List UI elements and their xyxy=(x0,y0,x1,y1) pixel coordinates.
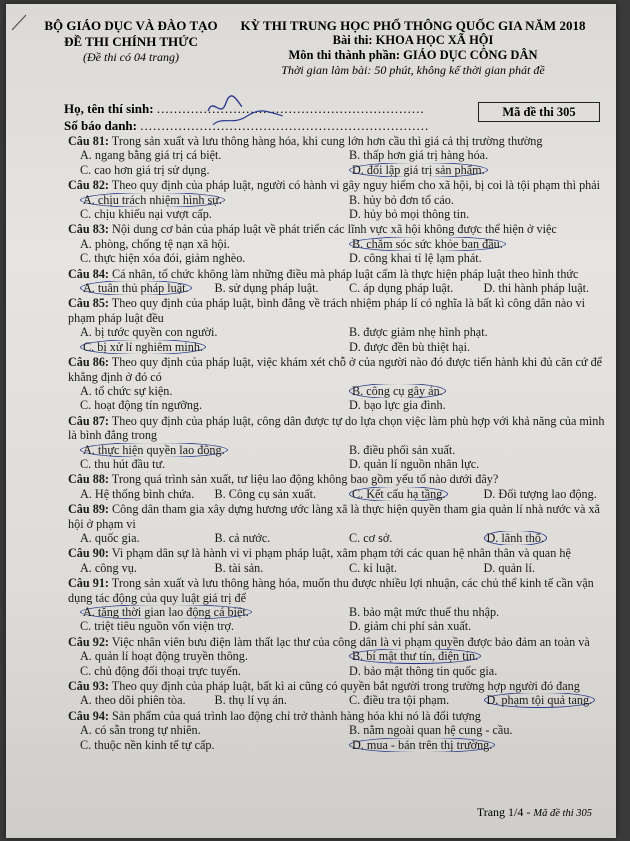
question-list xyxy=(68,134,606,753)
answer-option-text: B. được giảm nhẹ hình phạt. xyxy=(349,325,488,340)
answer-options xyxy=(68,723,606,752)
question-number: Câu 86: xyxy=(68,355,109,370)
answer-option-text: C. cao hơn giá trị sử dụng. xyxy=(80,162,210,177)
question-number: Câu 90: xyxy=(68,546,109,561)
answer-option[interactable] xyxy=(68,148,337,162)
question-item xyxy=(68,178,606,221)
question-stem: Nội dung cơ bản của pháp luật về phát triển các lĩnh vực xã hội không được thể hiện ở việc xyxy=(112,222,557,237)
answer-options xyxy=(68,148,606,177)
answer-option-text: B. nằm ngoài quan hệ cung - cầu. xyxy=(349,723,513,738)
answer-option[interactable] xyxy=(472,487,607,501)
question-number: Câu 81: xyxy=(68,134,109,148)
answer-option-text: C. điều tra tội phạm. xyxy=(349,693,450,708)
question-number: Câu 87: xyxy=(68,413,109,428)
answer-option[interactable] xyxy=(337,398,606,412)
answer-option[interactable] xyxy=(68,384,337,398)
question-stem: Vi phạm dân sự là hành vi vi phạm pháp luật, xâm phạm tới các quan hệ nhân thân và quan hệ xyxy=(111,546,571,561)
question-item xyxy=(68,546,606,575)
answer-option[interactable] xyxy=(68,693,203,707)
question-stem: Theo quy định của pháp luật, việc khám xét chỗ ở của người nào đó được tiến hành khi đủ căn cứ để khẳng định ở đó có xyxy=(68,355,603,384)
exam-header xyxy=(6,12,616,92)
exam-code-box: Mã đề thi 305 xyxy=(478,102,600,122)
answer-option-text: A. tuân thủ pháp luật. xyxy=(80,281,192,295)
answer-option[interactable] xyxy=(68,207,337,221)
time-note: Thời gian làm bài: 50 phút, không kể thời gian phát đề xyxy=(281,63,545,77)
answer-option[interactable] xyxy=(203,561,338,575)
answer-options xyxy=(68,487,606,501)
answer-option[interactable] xyxy=(337,251,606,265)
question-text xyxy=(68,709,606,723)
question-stem: Theo quy định của pháp luật, người có hành vi gây nguy hiểm cho xã hội, bị coi là tội phạm thì phải xyxy=(111,178,601,193)
answer-option[interactable] xyxy=(203,693,338,707)
answer-option[interactable] xyxy=(203,531,338,545)
answer-options xyxy=(68,443,606,472)
name-label: Họ, tên thí sinh: xyxy=(64,101,154,116)
answer-option-text: A. Hệ thống bình chứa. xyxy=(80,486,195,501)
name-field: ............................................................... xyxy=(156,101,425,116)
question-stem: Sản phẩm của quá trình lao động chỉ trở thành hàng hóa khi nó là đối tượng xyxy=(112,708,481,723)
question-text xyxy=(68,635,606,649)
answer-option-text: A. tăng thời gian lao động cá biệt. xyxy=(80,605,252,619)
answer-option[interactable] xyxy=(68,487,203,501)
exam-paper xyxy=(6,4,616,838)
question-number: Câu 91: xyxy=(68,576,109,591)
question-number: Câu 92: xyxy=(68,634,109,649)
answer-option-text: B. điều phối sản xuất. xyxy=(349,442,456,457)
id-label: Số báo danh: xyxy=(64,118,137,133)
answer-option[interactable] xyxy=(68,561,203,575)
answer-option-text: C. kỉ luật. xyxy=(349,560,398,575)
answer-option[interactable] xyxy=(68,237,337,251)
answer-options xyxy=(68,237,606,266)
question-number: Câu 84: xyxy=(68,266,109,281)
answer-option-text: A. phòng, chống tệ nạn xã hội. xyxy=(80,236,230,251)
question-number: Câu 93: xyxy=(68,679,109,694)
question-item xyxy=(68,576,606,634)
answer-option[interactable] xyxy=(68,193,337,207)
answer-option-text: C. cơ sở. xyxy=(349,530,393,545)
question-item xyxy=(68,635,606,678)
question-number: Câu 85: xyxy=(68,296,109,311)
answer-option-text: D. thi hành pháp luật. xyxy=(483,281,590,296)
question-stem: Trong sản xuất và lưu thông hàng hóa, khi cung lớn hơn cầu thì giá cả thị trường thường xyxy=(111,134,543,148)
question-text xyxy=(68,502,606,531)
question-stem: Công dân tham gia xây dựng hương ước làng xã là thực hiện quyền tham gia quản lí nhà nước và xã hội ở phạm vi xyxy=(68,502,600,531)
answer-option-text: A. thực hiện quyền lao động. xyxy=(80,443,228,457)
answer-option-text: B. thấp hơn giá trị hàng hóa. xyxy=(349,148,489,163)
answer-option[interactable] xyxy=(337,457,606,471)
question-number: Câu 82: xyxy=(68,178,109,193)
answer-options xyxy=(68,561,606,575)
answer-option-text: A. có sẵn trong tự nhiên. xyxy=(80,723,201,738)
answer-option-text: D. bảo mật thông tin quốc gia. xyxy=(349,663,498,678)
answer-options xyxy=(68,193,606,222)
answer-option[interactable] xyxy=(472,281,607,295)
answer-option[interactable] xyxy=(68,531,203,545)
footer-code: Mã đề thi 305 xyxy=(533,808,592,819)
answer-option[interactable] xyxy=(337,163,606,177)
answer-option[interactable] xyxy=(337,325,606,339)
answer-option-text: C. hoạt động tín ngưỡng. xyxy=(80,398,203,413)
question-number: Câu 88: xyxy=(68,472,109,487)
answer-option[interactable] xyxy=(68,649,337,663)
answer-option[interactable] xyxy=(472,531,607,545)
answer-option-text: D. Đối tượng lao động. xyxy=(483,486,597,501)
answer-options xyxy=(68,649,606,678)
answer-options xyxy=(68,281,606,295)
answer-option[interactable] xyxy=(337,619,606,633)
answer-option[interactable] xyxy=(68,163,337,177)
question-text xyxy=(68,546,606,560)
answer-option[interactable] xyxy=(337,738,606,752)
question-number: Câu 89: xyxy=(68,502,109,517)
answer-option[interactable] xyxy=(337,207,606,221)
answer-option[interactable] xyxy=(337,605,606,619)
handwriting-scribble-icon xyxy=(201,89,303,130)
question-stem: Trong quá trình sản xuất, tư liệu lao động không bao gồm yếu tố nào dưới đây? xyxy=(111,472,499,487)
answer-option-text: A. tổ chức sự kiện. xyxy=(80,383,173,398)
question-item xyxy=(68,709,606,752)
question-stem: Theo quy định của pháp luật, công dân được tự do lựa chọn việc làm phù hợp với khả năng của mình là bình đẳng trong xyxy=(68,413,605,443)
answer-option[interactable] xyxy=(337,443,606,457)
answer-option-text: D. mua - bán trên thị trường. xyxy=(349,738,495,752)
question-text xyxy=(68,267,606,281)
answer-option[interactable] xyxy=(337,649,606,663)
answer-option-text: B. bí mật thư tín, điện tín. xyxy=(349,649,481,663)
answer-option[interactable] xyxy=(337,561,472,575)
answer-option[interactable] xyxy=(68,664,337,678)
answer-option-text: C. chịu khiếu nại vượt cấp. xyxy=(80,207,212,222)
question-item xyxy=(68,267,606,296)
answer-option-text: D. được đền bù thiệt hại. xyxy=(349,339,471,354)
answer-option[interactable] xyxy=(68,398,337,412)
answer-option[interactable] xyxy=(337,237,606,251)
answer-option-text: C. triệt tiêu nguồn vốn viện trợ. xyxy=(80,619,235,634)
answer-option-text: D. đối lập giá trị sản phẩm. xyxy=(349,163,488,177)
answer-option[interactable] xyxy=(68,281,203,295)
question-text xyxy=(68,134,606,148)
answer-option[interactable] xyxy=(203,487,338,501)
question-number: Câu 94: xyxy=(68,708,109,723)
question-stem: Việc nhân viên bưu điện làm thất lạc thư của công dân là vi phạm quyền được bảo đảm an toàn và xyxy=(111,634,590,649)
answer-option-text: B. hủy bỏ đơn tố cáo. xyxy=(349,192,454,207)
question-item xyxy=(68,296,606,354)
answer-option-text: C. Kết cấu hạ tầng. xyxy=(349,487,448,501)
question-stem: Trong sản xuất và lưu thông hàng hóa, muốn thu được nhiều lợi nhuận, các chủ thể kinh tế cần vận dụng tác động của quy luật giá trị để xyxy=(68,576,594,605)
question-text xyxy=(68,222,606,236)
answer-option-text: C. thu hút đầu tư. xyxy=(80,456,166,471)
question-text xyxy=(68,414,606,443)
answer-option-text: D. giảm chi phí sản xuất. xyxy=(349,619,472,634)
answer-options xyxy=(68,605,606,634)
question-item xyxy=(68,134,606,177)
answer-option-text: B. bảo mật mức thuế thu nhập. xyxy=(349,605,500,619)
answer-option-text: D. lãnh thổ. xyxy=(484,531,548,545)
answer-option[interactable] xyxy=(68,723,337,737)
question-text xyxy=(68,576,606,605)
question-item xyxy=(68,355,606,413)
question-number: Câu 83: xyxy=(68,222,109,237)
answer-option-text: B. sử dụng pháp luật. xyxy=(214,281,319,296)
question-text xyxy=(68,296,606,325)
answer-option[interactable] xyxy=(472,561,607,575)
answer-option[interactable] xyxy=(337,384,606,398)
answer-option-text: D. quản lí. xyxy=(483,560,535,575)
answer-option[interactable] xyxy=(337,531,472,545)
answer-option-text: B. công cụ gây án. xyxy=(349,384,446,398)
answer-option-text: B. Công cụ sản xuất. xyxy=(214,486,317,501)
answer-option[interactable] xyxy=(68,619,337,633)
answer-option[interactable] xyxy=(68,605,337,619)
answer-option-text: B. tài sản. xyxy=(214,560,264,575)
id-field: .................................................................... xyxy=(140,118,430,133)
answer-option[interactable] xyxy=(68,738,337,752)
answer-option-text: D. bạo lực gia đình. xyxy=(349,398,446,413)
answer-option-text: A. ngang bằng giá trị cá biệt. xyxy=(80,148,222,163)
header-right xyxy=(228,18,598,78)
answer-options xyxy=(68,384,606,413)
answer-option-text: A. chịu trách nhiệm hình sự. xyxy=(80,193,225,207)
page-number: Trang 1/4 - xyxy=(476,805,531,819)
question-text xyxy=(68,355,606,384)
question-text xyxy=(68,679,606,693)
answer-option[interactable] xyxy=(337,693,472,707)
answer-option[interactable] xyxy=(337,281,472,295)
official-label: ĐỀ THI CHÍNH THỨC xyxy=(64,34,198,49)
section-title: Bài thi: KHOA HỌC XÃ HỘI xyxy=(332,33,494,47)
answer-option-text: C. chủ động đối thoại trực tuyến. xyxy=(80,663,241,678)
pages-note: (Đề thi có 04 trang) xyxy=(83,50,179,64)
answer-option[interactable] xyxy=(337,340,606,354)
answer-option-text: B. chăm sóc sức khỏe ban đầu. xyxy=(349,237,506,251)
answer-option-text: A. theo dõi phiên tòa. xyxy=(80,693,186,708)
answer-option[interactable] xyxy=(472,693,607,707)
question-stem: Theo quy định của pháp luật, bình đẳng về trách nhiệm pháp lí có nghĩa là bất kì công dân nào vi phạm pháp luật đều xyxy=(68,296,585,325)
question-stem: Cá nhân, tổ chức không làm những điều mà pháp luật cấm là thực hiện pháp luật theo hình thức xyxy=(112,266,579,281)
answer-option-text: D. công khai tỉ lệ lạm phát. xyxy=(349,251,482,266)
answer-option[interactable] xyxy=(68,340,337,354)
answer-option-text: D. quản lí nguồn nhân lực. xyxy=(349,456,480,471)
answer-option[interactable] xyxy=(68,251,337,265)
answer-option-text: B. cả nước. xyxy=(214,530,271,545)
answer-option[interactable] xyxy=(337,193,606,207)
answer-option-text: D. phạm tội quả tang. xyxy=(484,693,596,707)
answer-option-text: C. thuộc nền kinh tế tự cấp. xyxy=(80,737,215,752)
question-item xyxy=(68,502,606,545)
answer-option-text: C. bị xử lí nghiêm minh. xyxy=(80,340,206,354)
answer-options xyxy=(68,325,606,354)
answer-option[interactable] xyxy=(337,148,606,162)
answer-option-text: A. công vụ. xyxy=(80,560,137,575)
answer-options xyxy=(68,693,606,707)
header-left xyxy=(36,18,226,65)
subject-title: Môn thi thành phần: GIÁO DỤC CÔNG DÂN xyxy=(288,48,538,62)
answer-options xyxy=(68,531,606,545)
answer-option[interactable] xyxy=(337,487,472,501)
page-footer xyxy=(477,805,592,820)
answer-option-text: D. hủy bỏ mọi thông tin. xyxy=(349,207,470,222)
answer-option[interactable] xyxy=(337,723,606,737)
question-item xyxy=(68,222,606,265)
answer-option-text: B. thụ lí vụ án. xyxy=(214,693,287,708)
answer-option[interactable] xyxy=(337,664,606,678)
question-item xyxy=(68,472,606,501)
question-stem: Theo quy định của pháp luật, bất kì ai cũng có quyền bắt người trong trường hợp người đó đang xyxy=(111,679,580,694)
question-text xyxy=(68,178,606,192)
question-text xyxy=(68,472,606,486)
question-item xyxy=(68,679,606,708)
answer-option-text: A. quản lí hoạt động truyền thông. xyxy=(80,649,248,664)
ministry-name: BỘ GIÁO DỤC VÀ ĐÀO TẠO xyxy=(44,18,218,33)
answer-option[interactable] xyxy=(68,443,337,457)
answer-option-text: A. quốc gia. xyxy=(80,530,140,545)
answer-option-text: C. áp dụng pháp luật. xyxy=(349,281,454,296)
answer-option[interactable] xyxy=(203,281,338,295)
question-item xyxy=(68,414,606,472)
answer-option[interactable] xyxy=(68,457,337,471)
answer-option[interactable] xyxy=(68,325,337,339)
exam-title: KỲ THI TRUNG HỌC PHỔ THÔNG QUỐC GIA NĂM 2018 xyxy=(240,18,586,33)
answer-option-text: A. bị tước quyền con người. xyxy=(80,325,218,340)
answer-option-text: C. thực hiện xóa đói, giảm nghèo. xyxy=(80,251,246,266)
